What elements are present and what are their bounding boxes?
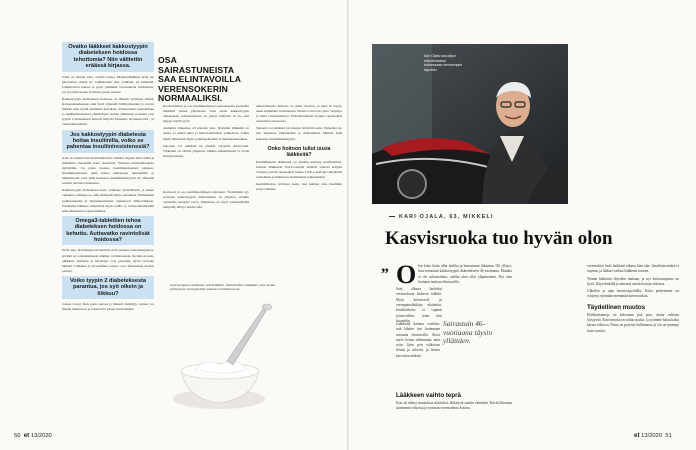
image-caption: Asiantuntijana sisätautien erikoislääkäri, Diabetesliiton pääiäkäri, joka vastaa yhdistyksen terveydentilan palvelun kehittämisestä. <box>170 283 276 292</box>
tag-rule <box>389 216 395 217</box>
paragraph: Sairautta voi ehkäistä tai ainakin viivyttää elintavoilla. Tärkeintä on välttää ylipainoa, liikkua säännöllisesti ja syödä monipuolisesti. <box>163 143 249 158</box>
paragraph: Insuliinihoitoa tarvitaan usein, kun haiman oma insuliinin eritys vähenee. <box>256 182 342 192</box>
paragraph: Toimin lääkärini ohjeiden mukaan, ja nyt hoitotasapaino on hyvä. Käyn lenkillä ja uimassa useita kertoja viikossa. <box>587 276 679 286</box>
intro-text: len koko ikäni ollut hoikka ja harrastanut liikuntaa. Oli yllätys, kun sairastuin kakkostyypin diabetekseen 46-vuotiaana. Minulla ei ole sukurasitetta, vaikka olen ollut ylipainoinen. Nyt olen hoitanut tautiani elintavoilla. <box>418 264 512 284</box>
man-motorcycle-image <box>372 44 568 204</box>
magazine-logo: et <box>634 432 640 439</box>
paragraph: Asia on outtain noin. Insuliinihoidon vaikutus riippuu siitä, miksi ja millaisilla annoksilla hoito aloitetaan. Yleisesti insuliinihoidosta hyödytään. Jos paino nousee, insuliiniresistenssi pahenee. Insuliiniresistenssi pitää hoitaa elintapojen muutoksilla ja lääkityksellä, joka lisää kudosten insuliiniherkkyyttä tai vähentää sokerin tuotantoa maksassa. <box>62 155 155 186</box>
paragraph: Väite on outtain totta, outtain tarnaa. Diabeteslääkkeet eivät ole tehottomia, mutta eri valmisteiden teho vaihtelee eri ihmisillä. Lääkehoidon kanssa ei pysty pitämään verensokeria normaalina, jos syö mitä sattuu, ei liiku ja paino nousee. <box>62 74 154 94</box>
paragraph: Kakkostyypin diabeteksen hoidossa on tärkeää syömisen määrä. Kokonaisuudessaan olisi hyvä vähentää hiilihydraattien ja rasvan määrää sekä syödä enemmän kasviksia. Verensokerin kohoaminen ja insuliiniresistenssi yhdistettynä aterian jälkeiseen nousuun ovat tyypin 2 diabeteksen hoitoon liittyviä haasteita, ettyhteistyöltä - ja verituomitaudeilta. <box>62 97 154 127</box>
left-column-3 <box>256 104 342 194</box>
photo-caption: Kari Ojala sai paljon elämänlaatua tottuessaan terveempiin tapoihin. <box>424 54 463 72</box>
right-column-1c <box>396 388 512 414</box>
paragraph: Satuaala voi ehkäistä tai ainakin viivyttää tautia. Tärkeintä on, että ylipainoa vähennetään ja säännöllinen liikunta lisää kudosten insuliiniherkkyyttä. <box>256 126 342 141</box>
paragraph: Kun oli tehnyt muutoksia riittävästi, lääkitystä saatiin vähentää. Kävin liikuntaa useammin viikossa ja seurasin verensokeria kotona. <box>396 401 512 411</box>
paragraph: Joskus voivat. Kun paino putoaa ja liikunta lisääntyy, sairaus voi mennä remissioon ja sokeriarvot palata normaaleiksi. <box>62 302 154 312</box>
magazine-logo: et <box>23 432 30 439</box>
pull-quote: Sairastuin 46-vuotiaana täysin yllättäen. <box>443 319 493 346</box>
paragraph: Ulkoilen ja ajan moottoripyörällä. Koko perheemme on ryhtynyt syömään enemmän kasvisruokaa. <box>587 289 679 299</box>
page-number: 51 <box>665 433 672 439</box>
left-column-1 <box>62 40 154 314</box>
subheading: Onko hoitoon tullut uusia lääkkeitä? <box>267 145 331 158</box>
left-folio <box>14 432 52 439</box>
question-box-4: Voiko tyypin 2 diabeteksesta parantua, jos syö oikein ja liikkuu? <box>62 276 154 299</box>
paragraph: Lääkkeitä kannoa sovittiin, että lähden itse hoitamaan sairautta elintavoilla. Aloin myös hoitaa vähemmän, mitä syön. Jätin pois valkoisen leivän ja sokerin, ja lisäsin kasvisten määrää. <box>396 322 440 358</box>
paragraph: Ensimmäisenä lääkkeenä on pitkään käytetty metformiinia. Uusista lääkkeistä SGLT2-estäjät lisäävät sokerin eritystä virtsaan, jolloin verensokeri laskee. GLP-1-analogit vähentävät ruokahalua ja hidastavat mahalaukun tyhjenemistä. <box>256 159 342 179</box>
page-number: 50 <box>14 433 21 439</box>
paragraph: Sain alkuun hoidoksi verensokeria laskevat tabletit. Myös kolesteroli- ja verenpainelääkitys aloitettiin. Insuliinihoito ei sopinut työtavoilleni, joten siitä luovuttiin. <box>396 287 442 323</box>
paragraph: Kortisonitaulu ja osa insuliinierityksen kohonneesta kortisolin määrästä johtuu ylipainosta. Kun tautia kakkostyypin diabeteksen sairastumisessa on paljon tekijöitä, ei ole aina helppo löytää syytä. <box>163 104 249 124</box>
paragraph: Hiilihydraatteja en kokonaan jätä pois, mutta valitsen täysjyvää. Kasvisruoka on tullut tutuksi, ja syömme kalaa kaksi kertaa viikossa. Paino on pysynyt hallinnassa ja olo on parempi kuin vuosiin. <box>587 312 679 333</box>
intro-paragraph <box>396 260 512 289</box>
page-gutter <box>347 0 349 450</box>
quote-mark: „ <box>381 258 389 275</box>
paragraph: Alkuvaiheessa diabetes on usein oireeton, ja siksi se löytyy usein sattumalta verikokeista. Oireita voivat olla jano, väsymys ja tiheä virtsaamistarve. Hoitamattomana korkea verensokeri vaurioittaa verisuonia. <box>256 104 342 124</box>
subheading: Lääkkeen vaihto teprä <box>396 392 461 399</box>
issue-number: 13/2020 <box>641 433 663 439</box>
pull-headline: OSA SAIRASTUNEISTA SAA ELINTAVOILLA VERENSOKERIN NORMAALIKSI. <box>158 55 241 104</box>
paragraph: Eivät auta. Ravushapporavintolisät eivät paranna sokeritasapainoa, eivätkä ne todennäköisesti ehkäise valtimotauteja. Ravintoon kala, pähkinät, siemenet ja kasviöljyt ovat parempia hyviä rasvojen lähteitä. Lääkkeet ja terveellinen ravinto ovat diabeteksen hoidon perusta. <box>62 248 154 273</box>
article-headline: Kasvisruoka tuo hyvän olon <box>385 228 613 249</box>
paragraph: Kortisoni ja osa insuliinierityksen kohonnut. Yleisimmät syy sairastua kakkostyypin diabetekseen on ylipaino, etenkin vyötärölle kertynyt rasva. Vaikutusta on myös perinnöllisillä tekijöillä, iällä ja elintavoilla. <box>163 190 249 210</box>
question-box-1: Ovatko lääkkeet kakkostyypin diabeteksen hoidossa tehottomia? Niin välitettin eräässä kirjassa. <box>62 42 154 72</box>
paragraph: Kakkostyypin diabeteksen hoito vaihtelee yksilöllisesti, ja siihen vaikuttaa vaikkapa se, onko ihmisellä muita sairauksia. Esimerkiksi sydänsairaudet ja munuaissairaudet vaikuttavat lääkevalintaan. Uusimmat lääkkeet vähentävät myös sydän- ja verisuonitautiriskiä sekä munuaisten vajaatoimintaa. <box>62 188 154 213</box>
paragraph: Aiemmin lääkeaine oli pääosin yksi. Nykyään lääkkeitä on useita, ja niiden tehot ja haittavaikutukset vaihtelevat. Jotkut niistä vähentävät myös sydäntapahtumia ja munuaissairauksia. <box>163 126 249 141</box>
subheading: Täydellinen muutos <box>587 303 646 311</box>
dropcap: O <box>396 260 417 289</box>
portrait-photo <box>372 44 568 204</box>
question-box-3: Omega3-tablettien tehoa diabeteksen hoidossa on kehuttu. Auttavatko ravintolisät hoidossa? <box>62 216 154 246</box>
person-tag <box>389 214 494 220</box>
question-box-2: Jos kakkostyypin diabetesta hoitaa insuliinilla, voiko se pahentaa insuliiniresistenssiä? <box>62 130 154 153</box>
left-column-2 <box>163 104 249 161</box>
paragraph: verensokeri laski lenkkien aikana liian alas. Insuliinin määrä ei sopinut, ja lääkäri vaihtoi lääkkeen toiseen. <box>587 264 679 274</box>
person-name: KARI OJALA, 63, MIKKELI <box>399 214 494 220</box>
right-column-2 <box>587 264 679 336</box>
left-column-2b <box>163 190 249 212</box>
right-column-1b <box>396 322 440 361</box>
right-column-1 <box>396 260 512 326</box>
right-folio <box>634 432 672 439</box>
yogurt-bowl-image <box>167 299 291 423</box>
issue-number: 13/2020 <box>30 433 52 439</box>
